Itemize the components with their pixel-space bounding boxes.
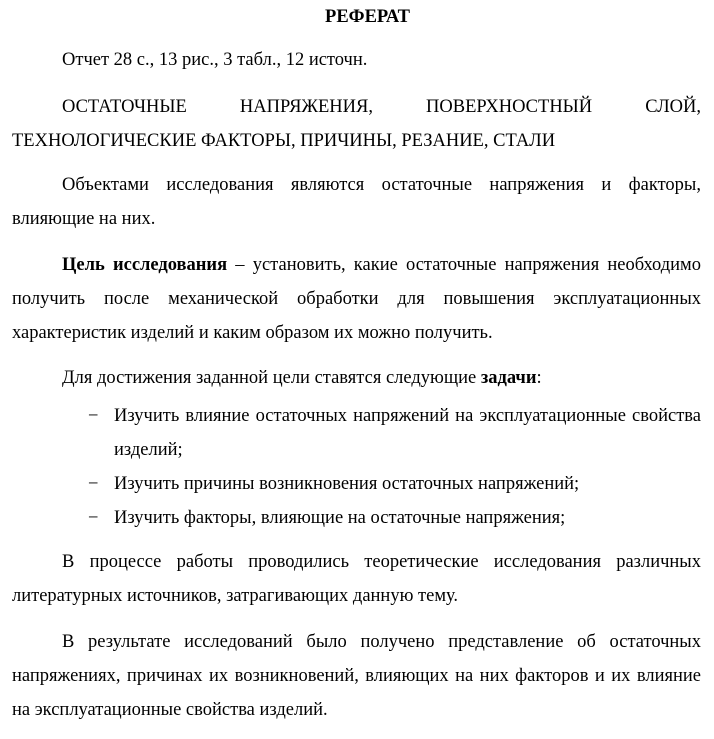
list-item-text: Изучить причины возникновения остаточных напряжений;	[114, 474, 580, 494]
tasks-intro-paragraph	[12, 361, 701, 395]
tasks-intro-bold: задачи	[480, 368, 537, 388]
result-paragraph: В результате исследований было получено представление об остаточных напряжениях, причинах их возникновений, влияющих на них факторов и их влияние на эксплуатационные свойства изделий.	[12, 632, 701, 720]
list-item	[12, 399, 701, 467]
document-page	[0, 6, 714, 739]
tasks-intro-text: Для достижения заданной цели ставятся следующие	[62, 368, 481, 388]
document-title: РЕФЕРАТ	[325, 7, 410, 27]
list-dash: −	[88, 406, 99, 426]
list-item	[12, 501, 701, 535]
tasks-list	[12, 399, 701, 535]
research-objects-paragraph: Объектами исследования являются остаточные напряжения и факторы, влияющие на них.	[12, 175, 701, 229]
research-goal-label: Цель исследования	[62, 255, 228, 275]
research-goal-paragraph	[12, 248, 701, 350]
list-item	[12, 467, 701, 501]
keywords-paragraph: ОСТАТОЧНЫЕ НАПРЯЖЕНИЯ, ПОВЕРХНОСТНЫЙ СЛОЙ, ТЕХНОЛОГИЧЕСКИЕ ФАКТОРЫ, ПРИЧИНЫ, РЕЗАНИЕ, СТАЛИ	[12, 97, 701, 151]
report-metadata: Отчет 28 с., 13 рис., 3 табл., 12 источн.	[62, 50, 368, 70]
list-item-text: Изучить влияние остаточных напряжений на эксплуатационные свойства изделий;	[114, 406, 701, 460]
list-dash: −	[88, 474, 99, 494]
research-goal-text: – установить, какие остаточные напряжения необходимо получить после механической обработки для повышения эксплуатационных характеристик изделий и каким образом их можно получить.	[12, 255, 701, 343]
process-paragraph: В процессе работы проводились теоретические исследования различных литературных источников, затрагивающих данную тему.	[12, 552, 701, 606]
list-item-text: Изучить факторы, влияющие на остаточные напряжения;	[114, 508, 566, 528]
tasks-intro-colon: :	[536, 368, 542, 388]
list-dash: −	[88, 508, 99, 528]
